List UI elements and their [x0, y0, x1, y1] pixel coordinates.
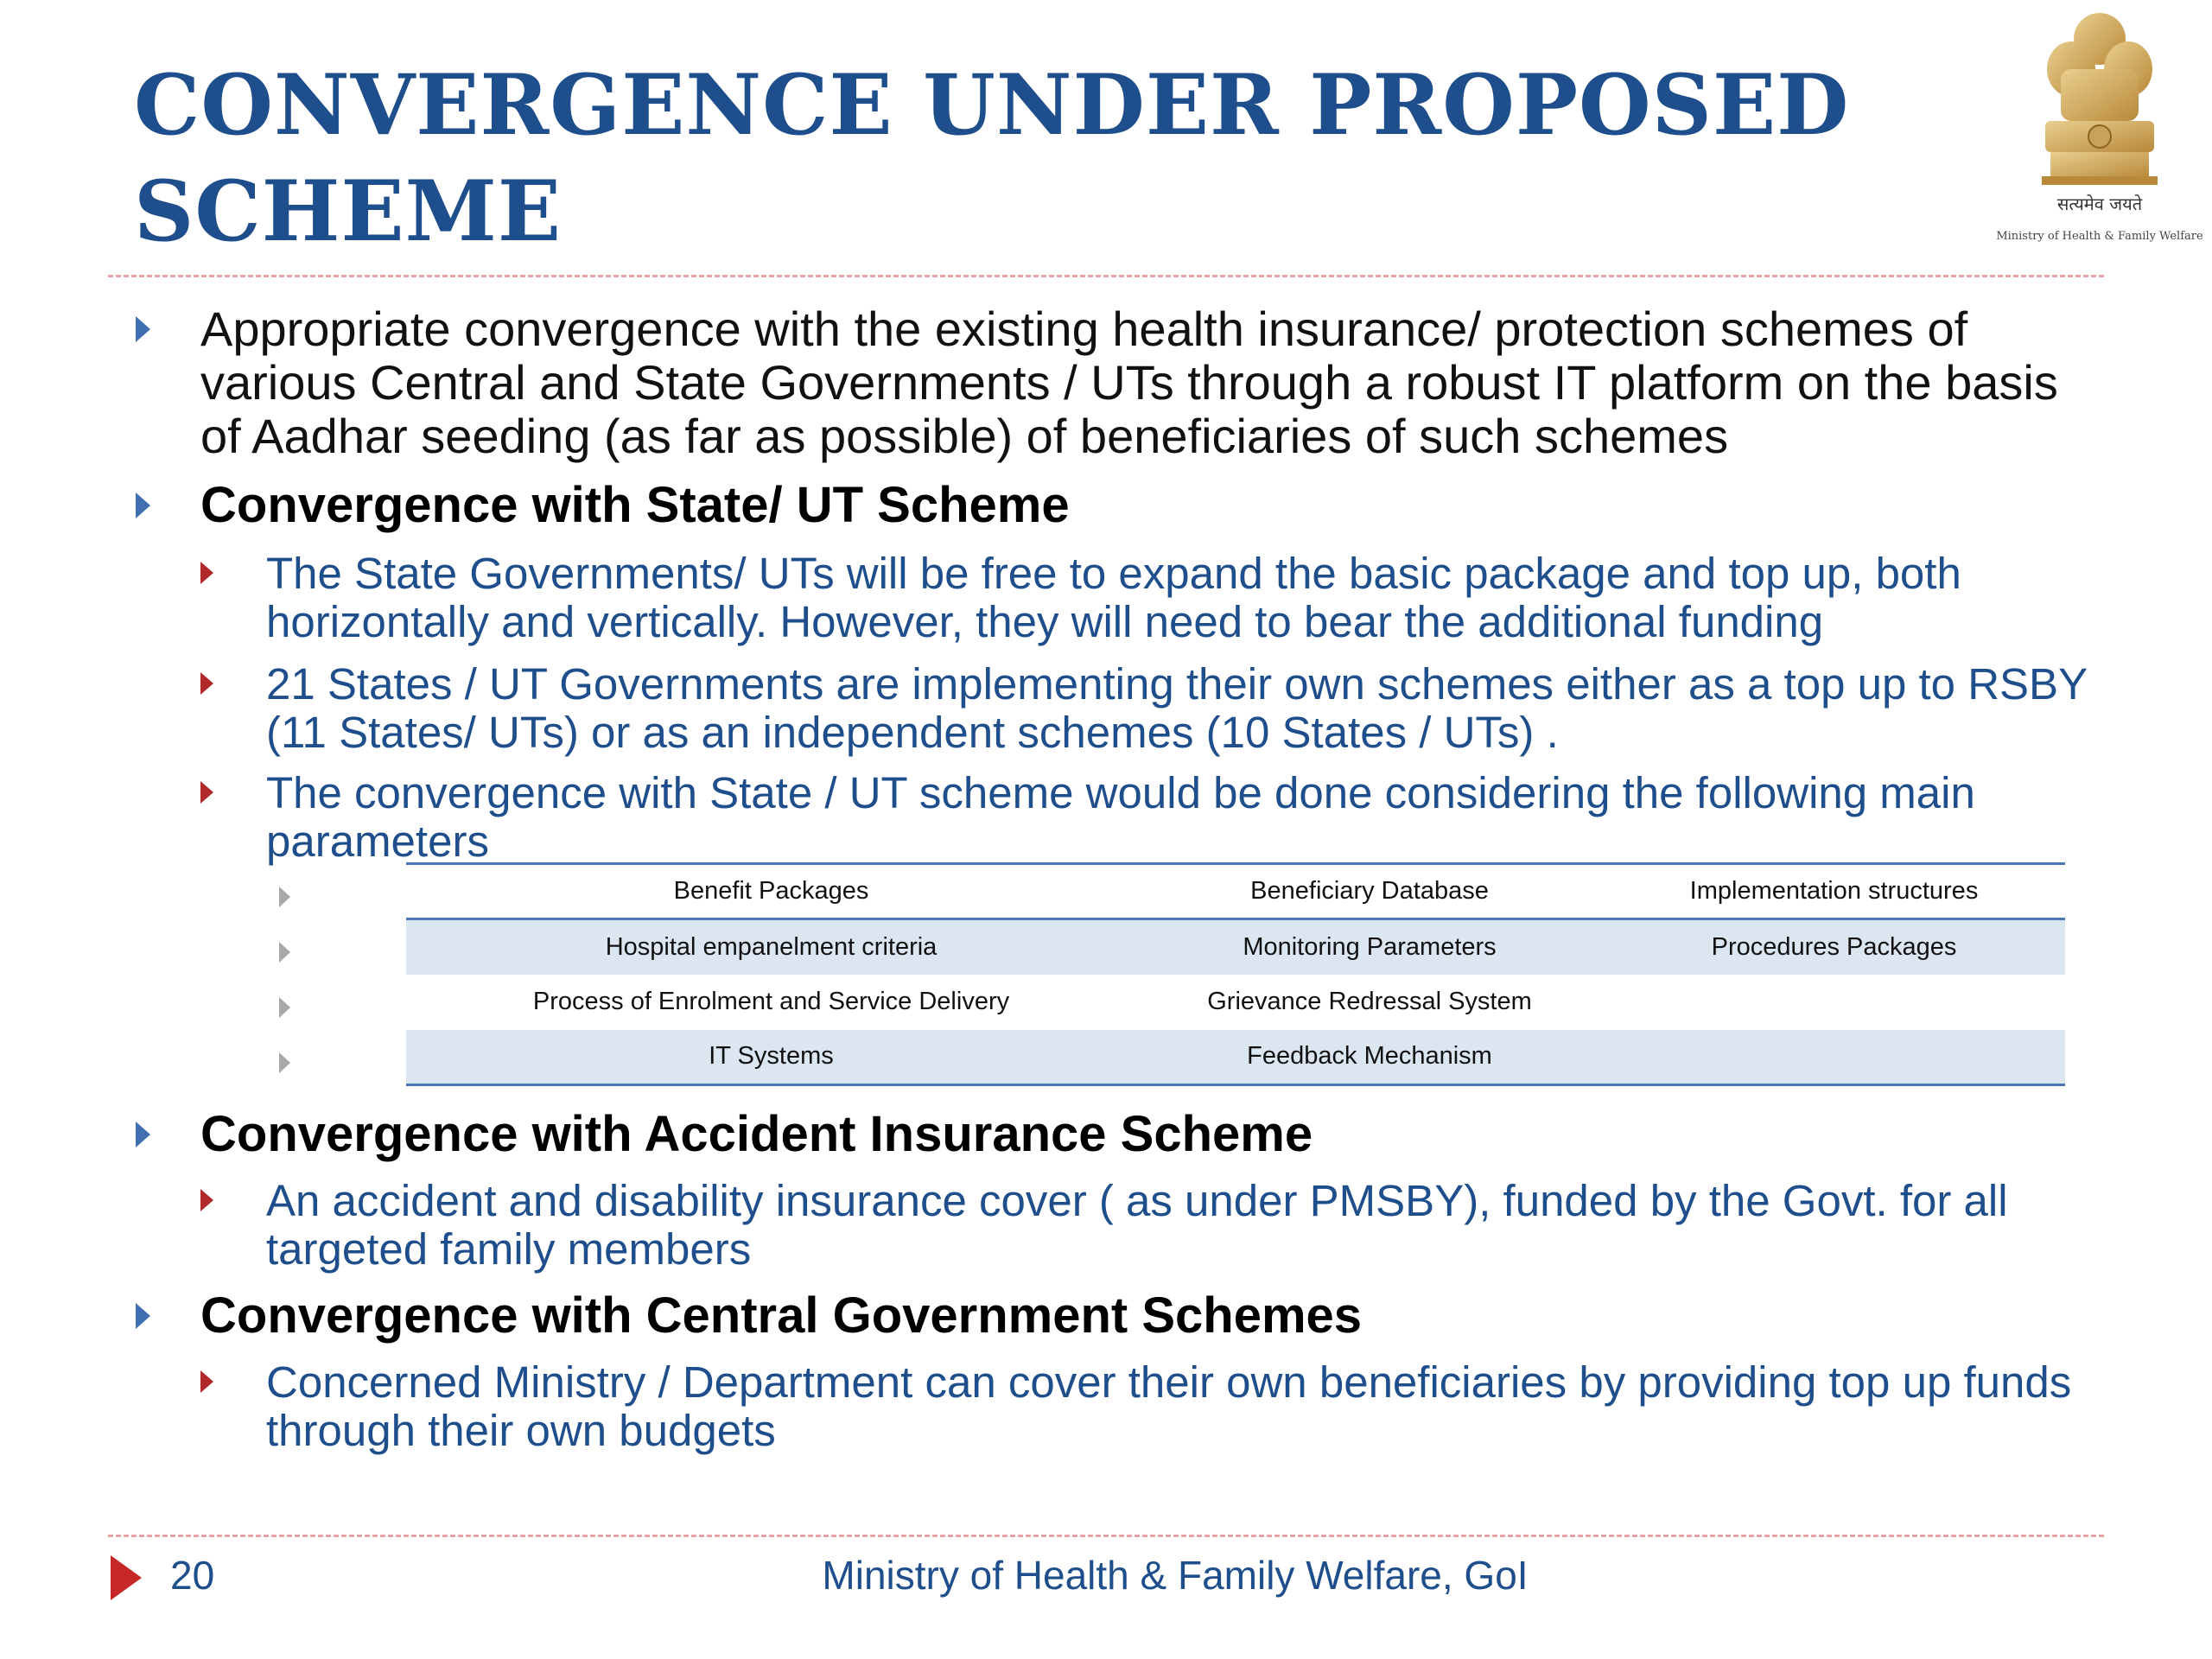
table-row	[406, 919, 2065, 975]
table-cell: IT Systems	[406, 1030, 1136, 1085]
bullet-icon	[136, 1303, 150, 1329]
intro-text: Appropriate convergence with the existing health insurance/ protection schemes of various Central and State Governments / UTs through a robust IT platform on the basis of Aadhar seeding (as far as possible) of beneficiaries of such schemes	[200, 302, 2058, 463]
bullet-icon	[136, 493, 150, 518]
table-cell	[1603, 975, 2065, 1030]
table-cell: Implementation structures	[1603, 864, 2065, 919]
table-cell: Benefit Packages	[406, 864, 1136, 919]
national-emblem	[1987, 0, 2212, 259]
central-point: Concerned Ministry / Department can cover their own beneficiaries by providing top up funds through their own budgets	[266, 1357, 2072, 1455]
header-divider	[108, 275, 2104, 277]
state-ut-point-3: The convergence with State / UT scheme would be done considering the following main parameters	[266, 768, 1975, 866]
lion-capital-icon	[2026, 0, 2173, 190]
state-ut-point-1: The State Governments/ UTs will be free to expand the basic package and top up, both horizontally and vertically. However, they will need to bear the additional funding	[266, 549, 1961, 646]
emblem-motto: सत्यमेव जयते	[2056, 194, 2143, 214]
emblem-ministry-label: Ministry of Health & Family Welfare	[1996, 230, 2203, 243]
footer-arrow-icon	[111, 1555, 142, 1600]
page-number: 20	[170, 1553, 215, 1598]
bullet-icon	[136, 316, 150, 342]
accident-point: An accident and disability insurance cover ( as under PMSBY), funded by the Govt. for all targeted family members	[266, 1176, 2008, 1274]
sub-bullet-icon	[200, 1370, 213, 1393]
table-row	[406, 1030, 2065, 1085]
table-cell: Monitoring Parameters	[1136, 919, 1603, 975]
heading-central: Convergence with Central Government Schemes	[200, 1287, 1363, 1344]
footer-divider	[108, 1535, 2104, 1537]
bullet-icon	[136, 1122, 150, 1147]
table-cell: Grievance Redressal System	[1207, 988, 1532, 1015]
heading-accident: Convergence with Accident Insurance Scheme	[200, 1106, 1313, 1162]
table-row	[406, 975, 2065, 1030]
table-row	[406, 864, 2065, 919]
parameters-table	[406, 862, 2065, 1086]
slide-title: CONVERGENCE UNDER PROPOSED SCHEME	[134, 56, 1850, 260]
empty-bullet-icon	[279, 997, 290, 1018]
footer-ministry: Ministry of Health & Family Welfare, GoI	[822, 1553, 1529, 1598]
table-cell: Beneficiary Database	[1136, 864, 1603, 919]
table-cell: Feedback Mechanism	[1136, 1030, 1603, 1085]
table-cell: Hospital empanelment criteria	[406, 919, 1136, 975]
table-cell: Procedures Packages	[1603, 919, 2065, 975]
table-cell: Process of Enrolment and Service Delivery	[532, 988, 1010, 1015]
sub-bullet-icon	[200, 562, 213, 584]
sub-bullet-icon	[200, 672, 213, 695]
state-ut-point-2: 21 States / UT Governments are implementing their own schemes either as a top up to RSBY (11 States/ UTs) or as an independent schemes (10 States / UTs) .	[266, 659, 2088, 757]
empty-bullet-icon	[279, 1052, 290, 1073]
empty-bullet-icon	[279, 942, 290, 963]
table-cell	[1603, 1030, 2065, 1085]
sub-bullet-icon	[200, 781, 213, 804]
empty-bullet-icon	[279, 887, 290, 907]
sub-bullet-icon	[200, 1189, 213, 1211]
heading-state-ut: Convergence with State/ UT Scheme	[200, 477, 1070, 533]
